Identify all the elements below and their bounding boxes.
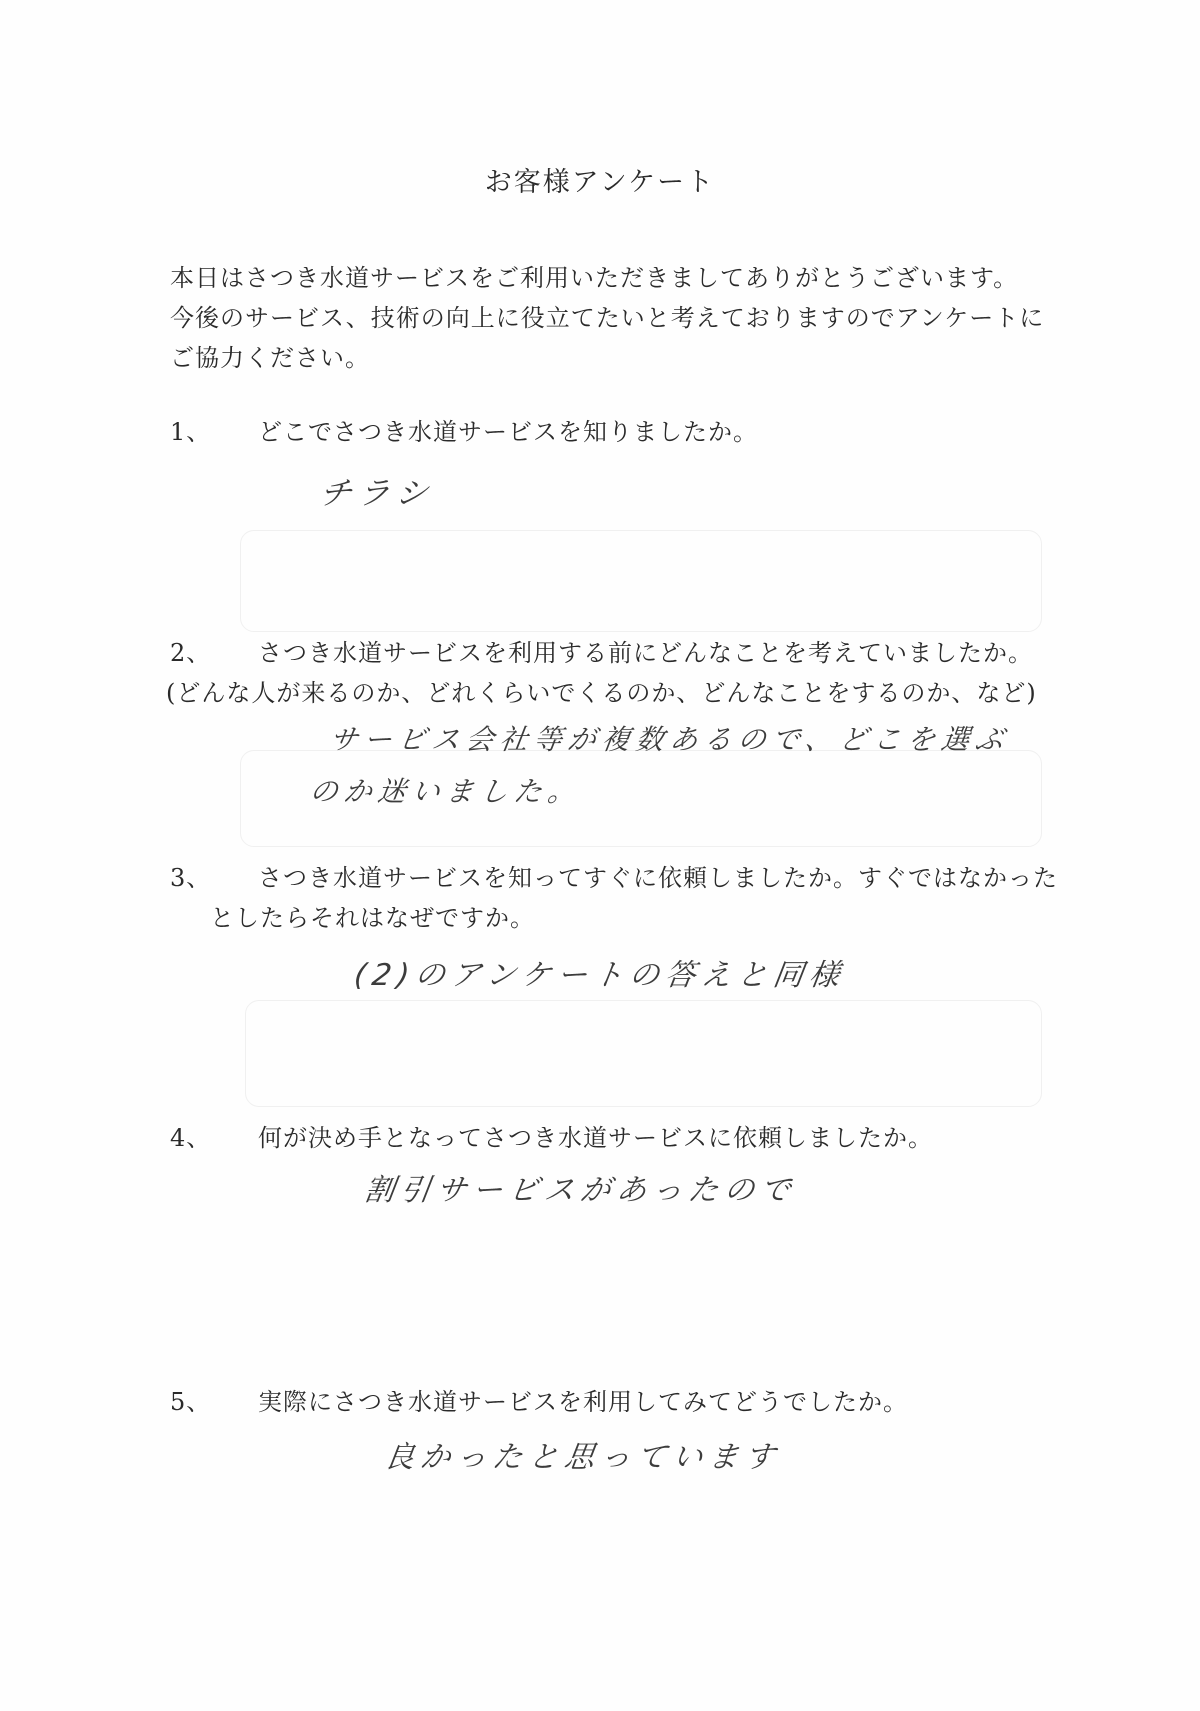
question-text: どこでさつき水道サービスを知りましたか。 [258, 418, 758, 446]
question-2 [166, 633, 1037, 713]
answer-1: チラシ [317, 474, 437, 512]
answer-2-line-2: のか迷いました。 [307, 775, 585, 808]
question-number: 3、 [170, 864, 212, 892]
intro-line: 本日はさつき水道サービスをご利用いただきましてありがとうございます。 [170, 264, 1019, 292]
question-number: 2、 [170, 639, 212, 667]
question-number: 4、 [170, 1124, 212, 1152]
answer-5: 良かったと思っています [382, 1440, 783, 1475]
intro-line: ご協力ください。 [170, 344, 370, 372]
question-number: 5、 [170, 1388, 212, 1416]
question-text: 実際にさつき水道サービスを利用してみてどうでしたか。 [258, 1388, 908, 1416]
answer-2-line-1: サービス会社等が複数あるので、どこを選ぶ [327, 723, 1012, 756]
question-5 [170, 1382, 908, 1422]
page-title: お客様アンケート [484, 167, 716, 198]
question-subtext: としたらそれはなぜですか。 [210, 904, 535, 932]
question-text: 何が決め手となってさつき水道サービスに依頼しましたか。 [258, 1124, 933, 1152]
question-text: さつき水道サービスを知ってすぐに依頼しましたか。すぐではなかった [258, 864, 1058, 892]
question-subtext: (どんな人が来るのか、どれくらいでくるのか、どんなことをするのか、など) [166, 679, 1037, 707]
intro-text [170, 258, 1070, 378]
question-4 [170, 1118, 933, 1158]
question-1 [170, 412, 758, 452]
answer-box-1 [240, 530, 1042, 632]
answer-box-3 [245, 1000, 1042, 1107]
question-3 [170, 858, 1058, 938]
question-text: さつき水道サービスを利用する前にどんなことを考えていましたか。 [258, 639, 1033, 667]
intro-line: 今後のサービス、技術の向上に役立てたいと考えておりますのでアンケートに [170, 304, 1045, 332]
question-number: 1、 [170, 418, 212, 446]
answer-3: (2)のアンケートの答えと同様 [352, 958, 848, 993]
answer-4: 割引サービスがあったので [362, 1173, 799, 1208]
